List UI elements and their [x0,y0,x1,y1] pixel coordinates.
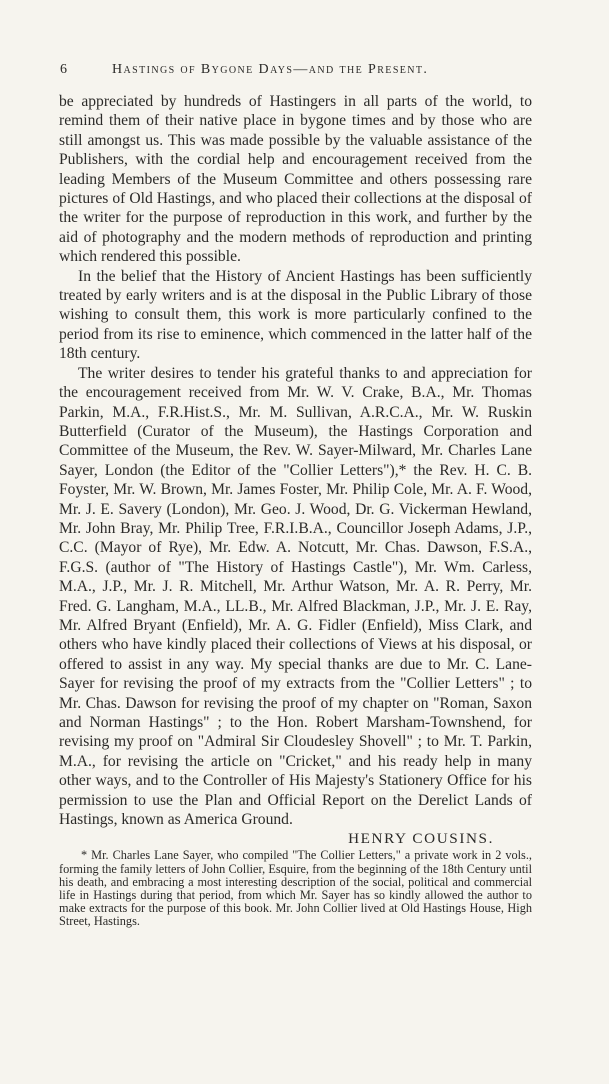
footnote [59,849,532,928]
footnote-text: * Mr. Charles Lane Sayer, who compiled "The Collier Letters," a private work in 2 vols., forming the family letters of John Collier, Esquire, from the beginning of the 18th Century until his death, and embracing a most interesting description of the social, political and commercial life in Hastings during that period, from which Mr. Sayer has so kindly allowed the author to make extracts for the purpose of this book. Mr. John Collier lived at Old Hastings House, High Street, Hastings. [59,848,532,928]
page-number: 6 [60,62,68,77]
paragraph-acknowledgements: The writer desires to tender his grateful thanks to and appreciation for the encouragement received from Mr. W. V. Crake, B.A., Mr. Thomas Parkin, M.A., F.R.Hist.S., Mr. M. Sullivan, A.R.C.A., Mr. W. Ruskin Butterfield (Curator of the Museum), the Hastings Corporation and Committee of the Museum, the Rev. W. Sayer-Milward, Mr. Charles Lane Sayer, London (the Editor of the "Collier Letters"),* the Rev. H. C. B. Foyster, Mr. W. Brown, Mr. James Foster, Mr. Philip Cole, Mr. A. F. Wood, Mr. J. E. Savery (London), Mr. Geo. J. Wood, Dr. G. Vickerman Hewland, Mr. John Bray, Mr. Philip Tree, F.R.I.B.A., Councillor Joseph Adams, J.P., C.C. (Mayor of Rye), Mr. Edw. A. Notcutt, Mr. Chas. Dawson, F.S.A., F.G.S. (author of "The History of Hastings Castle"), Mr. Wm. Carless, M.A., J.P., Mr. J. R. Mitchell, Mr. Arthur Watson, Mr. A. R. Perry, Mr. Fred. G. Langham, M.A., LL.B., Mr. Alfred Blackman, J.P., Mr. J. E. Ray, Mr. Alfred Bryant (Enfield), Mr. A. G. Fidler (Enfield), Miss Clark, and others who have kindly placed their collections of Views at his disposal, or offered to assist in any way. My special thanks are due to Mr. C. Lane-Sayer for revising the proof of my extracts from the "Collier Letters" ; to Mr. Chas. Dawson for revising the proof of my chapter on "Roman, Saxon and Norman Hastings" ; to the Hon. Robert Marsham-Townshend, for revising my proof on "Admiral Sir Cloudesley Shovell" ; to Mr. T. Parkin, M.A., for revising the article on "Cricket," and his ready help in many other ways, and to the Controller of His Majesty's Stationery Office for his permission to use the Plan and Official Report on the Derelict Lands of Hastings, known as America Ground. [59,364,532,829]
author-signature: HENRY COUSINS. [348,830,494,848]
paragraph-ancient-history: In the belief that the History of Ancient Hastings has been sufficiently treated by early writers and is at the disposal in the Public Library of those wishing to consult them, this work is more particularly confined to the period from its rise to eminence, which commenced in the latter half of the 18th century. [59,267,532,363]
body-text [59,92,532,928]
running-title: Hastings of Bygone Days—and the Present. [112,62,429,77]
paragraph-continued: be appreciated by hundreds of Hastingers in all parts of the world, to remind them of their native place in bygone times and by those who are still amongst us. This was made possible by the valuable assistance of the Publishers, with the cordial help and encouragement received from the leading Members of the Museum Committee and others possessing rare pictures of Old Hastings, and who placed their collections at the disposal of the writer for the purpose of reproduction in this work, and further by the aid of photography and the modern methods of reproduction and printing which rendered this possible. [59,93,532,266]
